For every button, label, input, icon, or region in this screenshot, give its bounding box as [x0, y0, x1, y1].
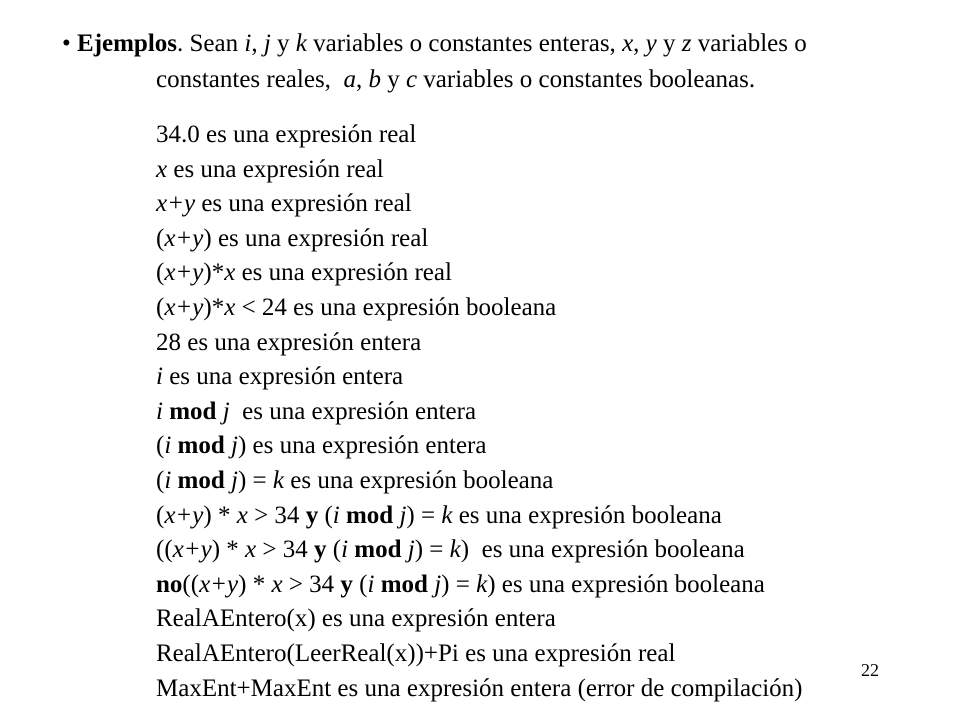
- text-segment: ,: [355, 66, 369, 93]
- italic-text: i: [332, 501, 340, 529]
- text-segment: y: [270, 30, 296, 57]
- bold-text: mod: [177, 432, 225, 460]
- example-line: [156, 291, 956, 326]
- italic-text: x+y: [164, 293, 204, 321]
- bold-text: no: [156, 570, 183, 598]
- italic-text: x: [156, 155, 168, 183]
- text-segment: ) *: [211, 536, 246, 564]
- example-line: [156, 637, 956, 672]
- text-segment: ) =: [441, 570, 477, 598]
- text-segment: < 24 es una expresión booleana: [235, 293, 557, 321]
- text-segment: )*: [203, 259, 225, 287]
- italic-text: i: [244, 30, 252, 57]
- italic-text: x+y: [164, 224, 204, 252]
- intro-paragraph: [62, 26, 952, 98]
- text-segment: variables o constantes booleanas.: [417, 66, 756, 93]
- text-segment: 28 es una expresión entera: [156, 328, 422, 356]
- example-line: [156, 499, 956, 534]
- text-segment: ) es una expresión booleana: [460, 536, 745, 564]
- example-line: [156, 429, 956, 464]
- italic-text: j: [222, 397, 230, 425]
- text-segment: y: [380, 66, 406, 93]
- text-segment: > 34: [256, 536, 315, 564]
- text-segment: RealAEntero(x) es una expresión entera: [156, 605, 556, 633]
- text-segment: (: [326, 536, 342, 564]
- text-segment: (: [156, 501, 165, 529]
- text-segment: MaxEnt+MaxEnt es una expresión entera (error de compilación): [156, 674, 803, 702]
- text-segment: (: [156, 259, 165, 287]
- italic-text: j: [231, 432, 238, 460]
- example-line: [156, 568, 956, 603]
- italic-text: x+y: [199, 570, 239, 598]
- italic-text: y: [645, 30, 657, 57]
- example-line: [156, 118, 956, 153]
- italic-text: x: [622, 30, 634, 57]
- text-segment: ) es una expresión real: [203, 224, 429, 252]
- italic-text: k: [295, 30, 307, 57]
- page-number: 22: [861, 660, 879, 680]
- intro-line: [62, 62, 952, 98]
- text-segment: ) =: [237, 466, 273, 494]
- italic-text: x+y: [172, 536, 212, 564]
- italic-text: i: [156, 363, 163, 391]
- text-segment: variables o: [691, 30, 807, 57]
- italic-text: x: [236, 501, 248, 529]
- example-line: [156, 326, 956, 361]
- text-segment: ) =: [406, 501, 442, 529]
- text-segment: es una expresión real: [195, 190, 412, 218]
- example-line: [156, 672, 956, 707]
- text-segment: RealAEntero(LeerReal(x))+Pi es una expresión real: [156, 639, 676, 667]
- bold-text: y: [340, 570, 353, 598]
- italic-text: i: [341, 536, 349, 564]
- text-segment: •: [62, 30, 78, 57]
- text-segment: ,: [633, 30, 646, 57]
- example-line: [156, 533, 956, 568]
- text-segment: ) es una expresión entera: [237, 432, 487, 460]
- text-segment: )*: [203, 293, 225, 321]
- bold-text: y: [305, 501, 319, 529]
- examples-list: [156, 118, 956, 706]
- italic-text: x: [245, 536, 257, 564]
- text-segment: ((: [182, 570, 200, 598]
- text-segment: es una expresión real: [167, 155, 384, 183]
- italic-text: k: [441, 501, 453, 529]
- text-segment: (: [156, 293, 165, 321]
- text-segment: es una expresión entera: [229, 397, 477, 425]
- text-segment: variables o constantes enteras,: [306, 30, 623, 57]
- text-segment: es una expresión real: [235, 259, 452, 287]
- text-segment: ,: [251, 30, 264, 57]
- text-segment: (: [318, 501, 333, 529]
- italic-text: k: [476, 570, 488, 598]
- example-line: [156, 187, 956, 222]
- text-segment: (: [156, 224, 165, 252]
- example-line: [156, 395, 956, 430]
- italic-text: x+y: [164, 501, 204, 529]
- italic-text: x: [224, 259, 236, 287]
- text-segment: es una expresión booleana: [452, 501, 722, 529]
- bold-text: mod: [169, 397, 217, 425]
- bold-text: Ejemplos: [77, 30, 178, 57]
- text-segment: constantes reales,: [156, 66, 344, 93]
- example-line: [156, 256, 956, 291]
- italic-text: j: [407, 536, 415, 564]
- italic-text: c: [405, 66, 418, 93]
- italic-text: x: [271, 570, 283, 598]
- italic-text: a: [343, 66, 356, 93]
- example-line: [156, 153, 956, 188]
- italic-text: b: [368, 66, 381, 93]
- italic-text: j: [434, 570, 442, 598]
- text-segment: ) *: [203, 501, 237, 529]
- bold-text: mod: [177, 466, 225, 494]
- italic-text: j: [231, 466, 238, 494]
- text-segment: ) =: [414, 536, 450, 564]
- italic-text: x+y: [156, 190, 196, 218]
- italic-text: x+y: [164, 259, 204, 287]
- italic-text: j: [263, 30, 271, 57]
- italic-text: z: [681, 30, 692, 57]
- text-segment: . Sean: [177, 30, 245, 57]
- example-line: [156, 360, 956, 395]
- text-segment: (: [352, 570, 368, 598]
- italic-text: x: [224, 293, 236, 321]
- italic-text: i: [156, 397, 163, 425]
- example-line: [156, 464, 956, 499]
- example-line: [156, 222, 956, 257]
- bold-text: mod: [354, 536, 402, 564]
- italic-text: k: [449, 536, 461, 564]
- text-segment: (: [156, 432, 165, 460]
- bold-text: mod: [380, 570, 428, 598]
- italic-text: j: [399, 501, 407, 529]
- text-segment: 34.0 es una expresión real: [156, 121, 417, 148]
- text-segment: es una expresión booleana: [284, 466, 554, 494]
- text-segment: ) es una expresión booleana: [487, 570, 765, 598]
- text-segment: y: [656, 30, 682, 57]
- bold-text: mod: [345, 501, 394, 529]
- example-line: [156, 602, 956, 637]
- text-segment: > 34: [282, 570, 341, 598]
- intro-line: [62, 26, 952, 62]
- italic-text: i: [367, 570, 375, 598]
- italic-text: i: [164, 432, 172, 460]
- text-segment: > 34: [247, 501, 306, 529]
- bold-text: y: [314, 536, 327, 564]
- text-segment: ) *: [238, 570, 272, 598]
- text-segment: ((: [156, 536, 173, 564]
- italic-text: i: [164, 466, 172, 494]
- text-segment: es una expresión entera: [162, 363, 404, 391]
- italic-text: k: [272, 466, 285, 494]
- text-segment: (: [156, 466, 165, 494]
